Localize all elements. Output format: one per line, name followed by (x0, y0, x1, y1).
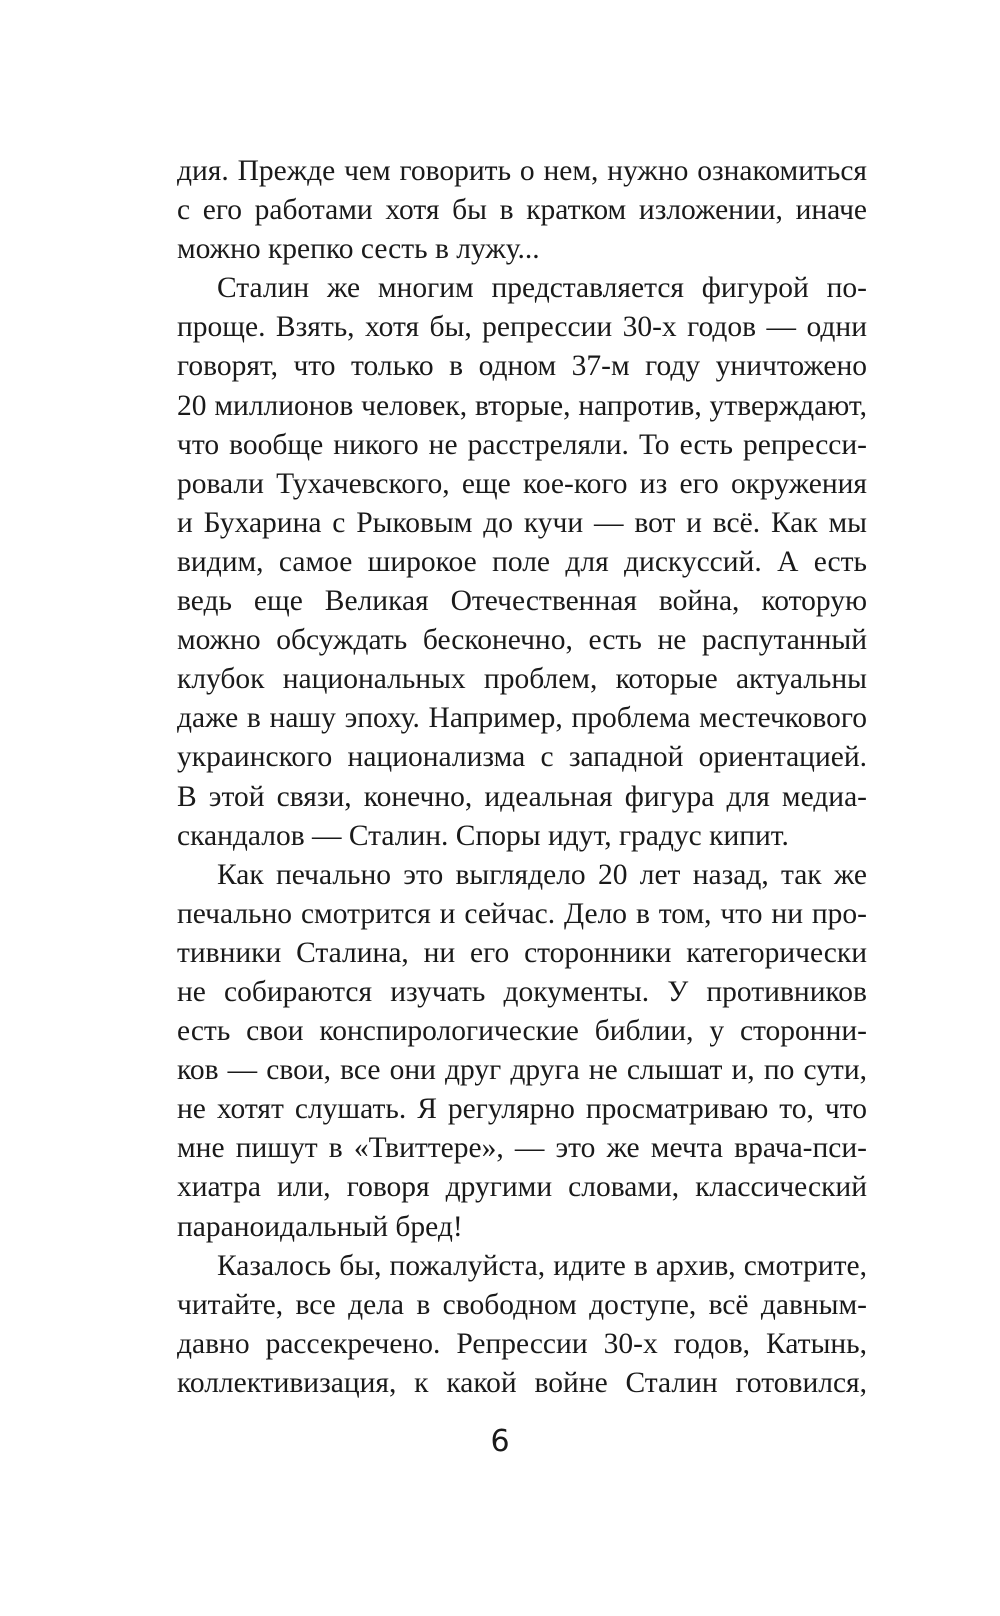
text-line: коллективизация, к какой войне Сталин готовился, (177, 1366, 867, 1399)
text-line: не хотят слушать. Я регулярно просматриваю то, что (177, 1093, 867, 1126)
text-line: Сталин же многим представляется фигурой по- (217, 272, 867, 305)
text-line: ровали Тухачевского, еще кое-кого из его окружения (177, 467, 867, 500)
text-line: можно обсуждать бесконечно, есть не распутанный (177, 624, 867, 657)
text-line: не собираются изучать документы. У противников (177, 975, 867, 1008)
text-line: В этой связи, конечно, идеальная фигура для медиа- (177, 780, 867, 813)
text-line: 20 миллионов человек, вторые, напротив, утверждают, (177, 389, 867, 422)
text-line: читайте, все дела в свободном доступе, всё давным- (177, 1288, 867, 1321)
text-line: и Бухарина с Рыковым до кучи — вот и всё. Как мы (177, 506, 867, 539)
text-line: украинского национализма с западной ориентацией. (177, 741, 867, 774)
text-line: что вообще никого не расстреляли. То есть репресси- (177, 428, 867, 461)
text-line: тивники Сталина, ни его сторонники категорически (177, 936, 867, 969)
text-line: с его работами хотя бы в кратком изложении, иначе (177, 194, 867, 227)
text-line: есть свои конспирологические библии, у сторонни- (177, 1015, 867, 1048)
text-line: Как печально это выглядело 20 лет назад, так же (217, 858, 867, 891)
text-line: дия. Прежде чем говорить о нем, нужно ознакомиться (177, 155, 867, 187)
text-line: давно рассекречено. Репрессии 30-х годов, Катынь, (177, 1327, 867, 1360)
text-line: параноидальный бред! (177, 1210, 463, 1243)
text-line: печально смотрится и сейчас. Дело в том, что ни про- (177, 897, 867, 930)
text-line: даже в нашу эпоху. Например, проблема местечкового (177, 702, 867, 735)
text-line: клубок национальных проблем, которые актуальны (177, 663, 867, 696)
text-line: можно крепко сесть в лужу... (177, 233, 540, 266)
text-line: видим, самое широкое поле для дискуссий. А есть (177, 545, 867, 578)
text-line: говорят, что только в одном 37-м году уничтожено (177, 350, 867, 383)
body-text (177, 152, 867, 1403)
page-number: 6 (490, 1424, 510, 1459)
text-line: мне пишут в «Твиттере», — это же мечта врача-пси- (177, 1132, 867, 1165)
text-line: Казалось бы, пожалуйста, идите в архив, смотрите, (217, 1249, 867, 1282)
text-line: проще. Взять, хотя бы, репрессии 30-х годов — одни (177, 311, 867, 344)
text-line: ков — свои, все они друг друга не слышат и, по сути, (177, 1054, 867, 1087)
text-line: хиатра или, говоря другими словами, классический (177, 1171, 867, 1204)
text-line: ведь еще Великая Отечественная война, которую (177, 585, 867, 618)
text-line: скандалов — Сталин. Споры идут, градус кипит. (177, 819, 789, 852)
